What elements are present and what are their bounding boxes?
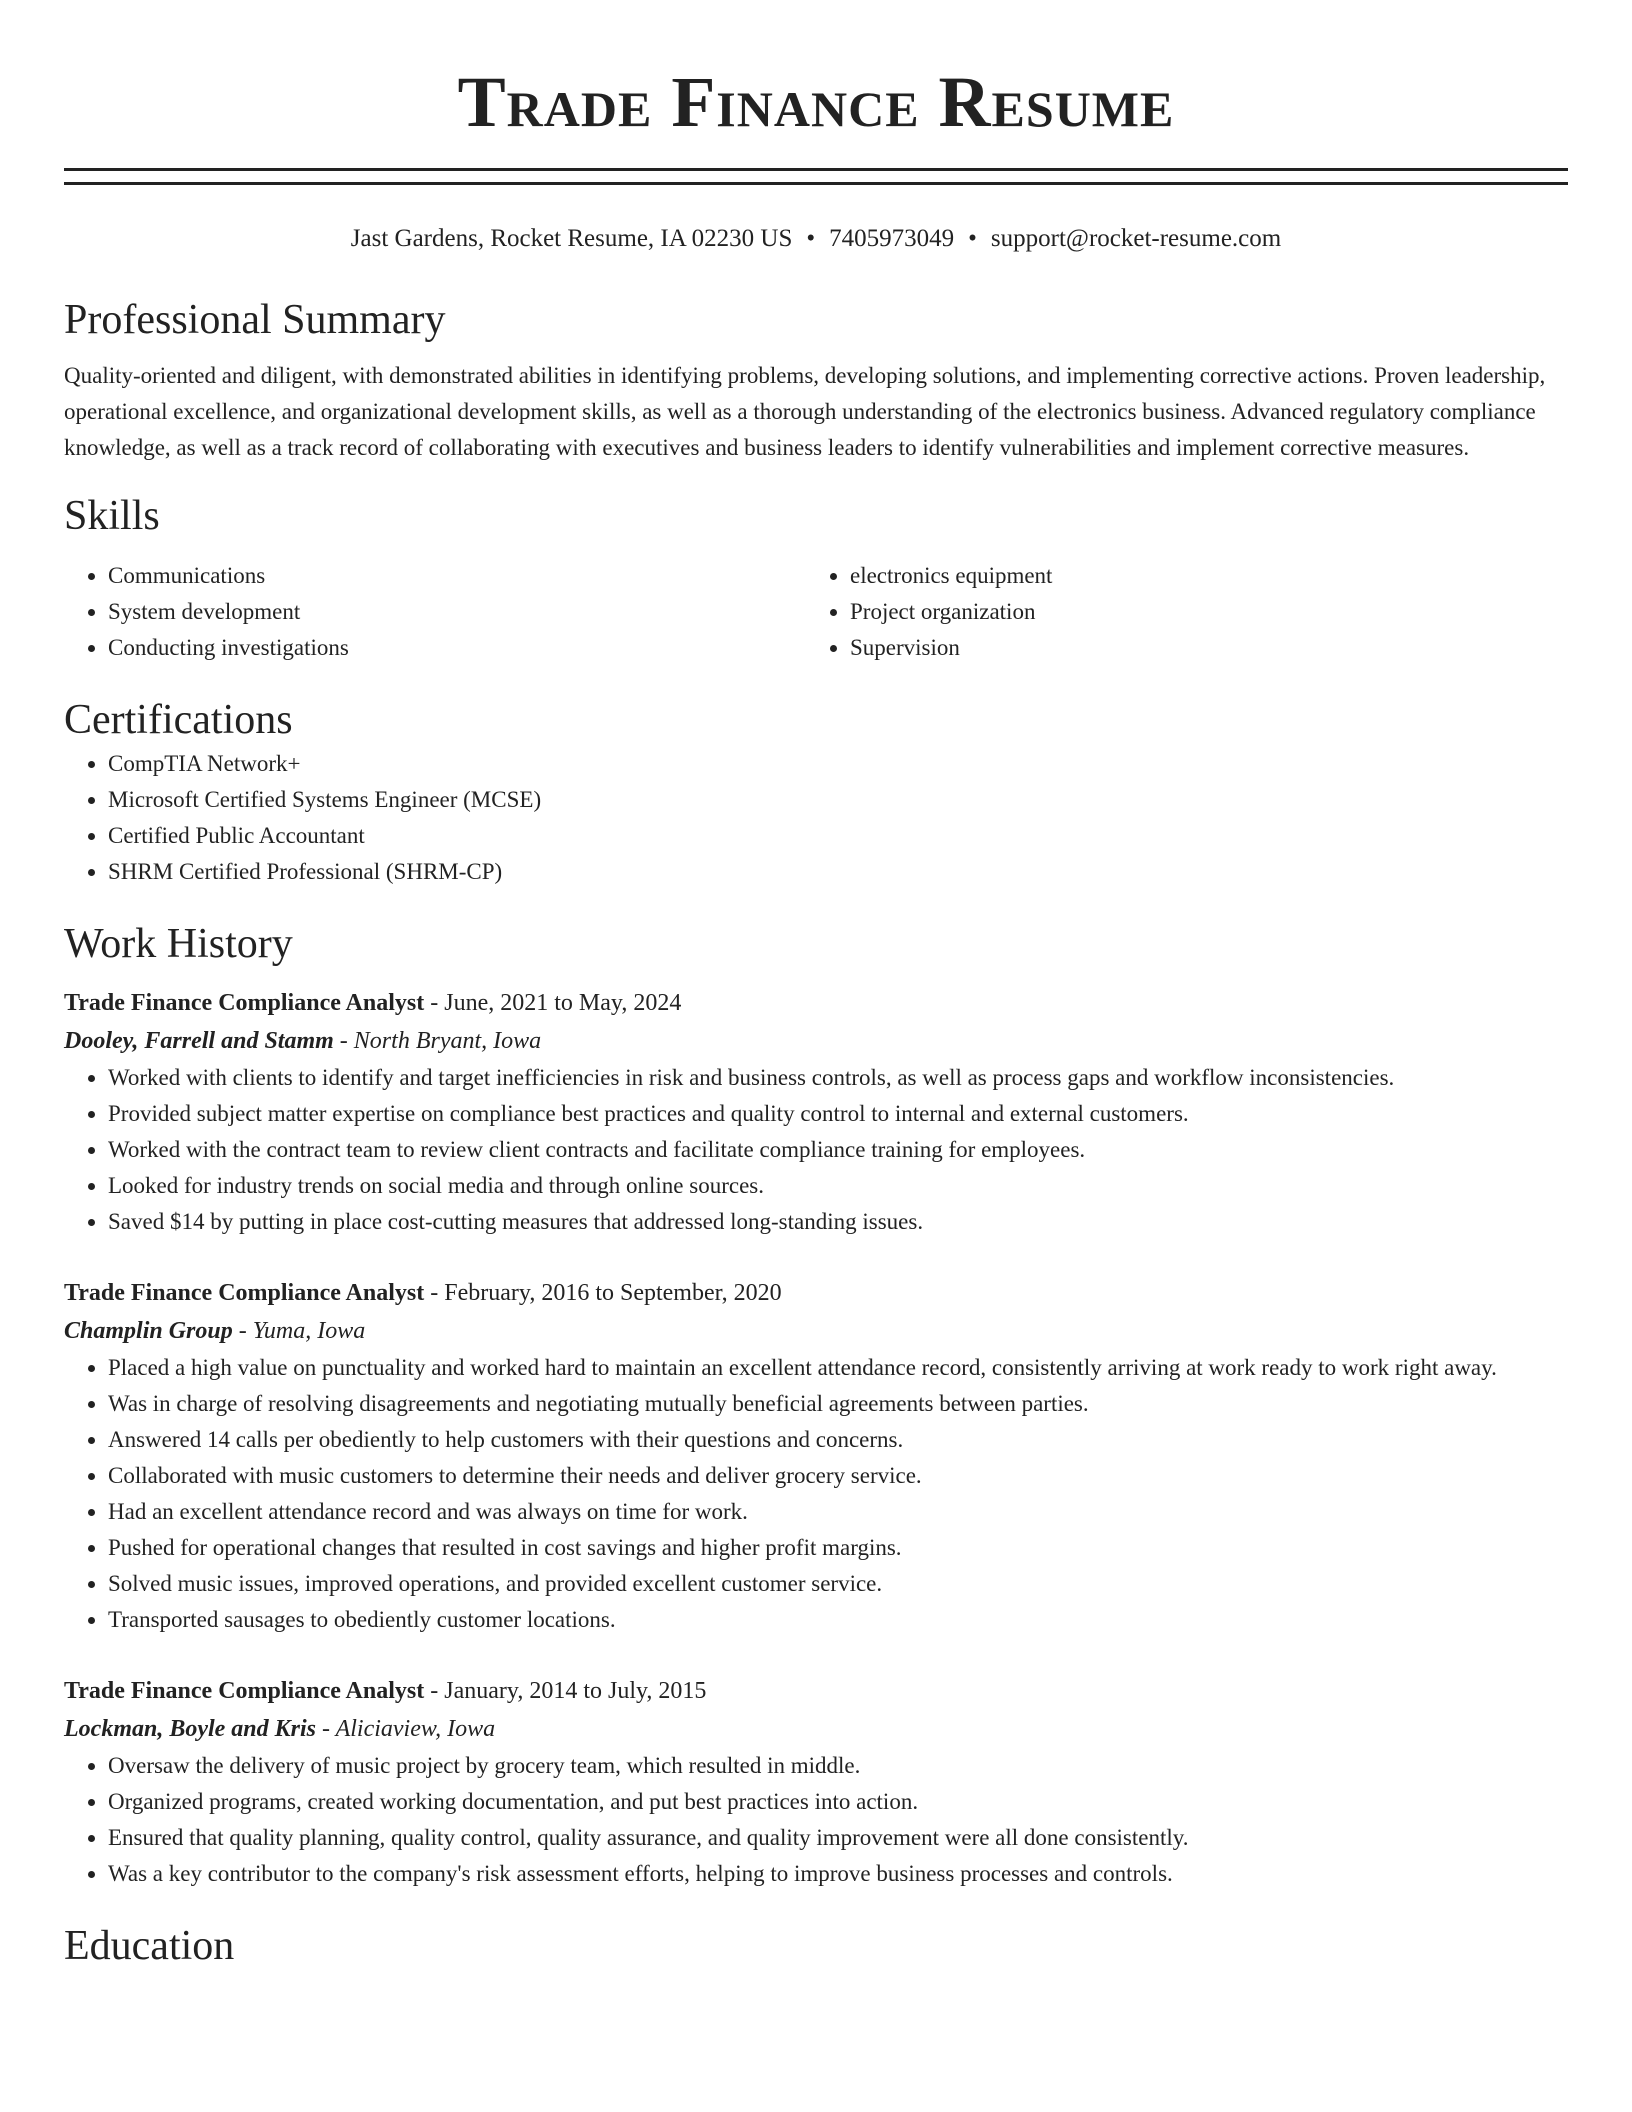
certification-item: • Microsoft Certified Systems Engineer (MCSE) xyxy=(108,782,1568,818)
job-entry xyxy=(64,984,1568,1240)
job-dash: - xyxy=(424,1678,445,1704)
certifications-list xyxy=(64,746,1568,890)
job-role: Trade Finance Compliance Analyst xyxy=(64,1678,425,1704)
job-duty: • Worked with clients to identify and target inefficiencies in risk and business controls, as well as process gaps and workflow inconsistencies. xyxy=(108,1060,1568,1096)
job-duty: • Looked for industry trends on social media and through online sources. xyxy=(108,1168,1568,1204)
job-duty: • Saved $14 by putting in place cost-cutting measures that addressed long-standing issues. xyxy=(108,1204,1568,1240)
job-duties xyxy=(64,1350,1568,1638)
job-dash: - xyxy=(316,1716,336,1742)
skill-item: • electronics equipment xyxy=(850,558,1548,594)
job-entry xyxy=(64,1274,1568,1638)
job-duty: • Was a key contributor to the company's risk assessment efforts, helping to improve business processes and controls. xyxy=(108,1856,1568,1892)
skill-item: • Communications xyxy=(108,558,806,594)
contact-email: support@rocket-resume.com xyxy=(990,225,1282,252)
job-company: Dooley, Farrell and Stamm xyxy=(64,1028,334,1054)
contact-separator: • xyxy=(968,225,977,252)
work-history-heading: Work History xyxy=(64,921,293,967)
job-company: Champlin Group xyxy=(64,1318,233,1344)
job-duty: • Transported sausages to obediently customer locations. xyxy=(108,1602,1568,1638)
job-dates: February, 2016 to September, 2020 xyxy=(444,1280,782,1306)
job-dash: - xyxy=(232,1318,253,1344)
job-entry xyxy=(64,1672,1568,1892)
job-duty: • Had an excellent attendance record and was always on time for work. xyxy=(108,1494,1568,1530)
job-location: Yuma, Iowa xyxy=(252,1318,366,1344)
job-dates: January, 2014 to July, 2015 xyxy=(444,1678,707,1704)
job-duty: • Ensured that quality planning, quality control, quality assurance, and quality improvement were all done consistently. xyxy=(108,1820,1568,1856)
summary-heading: Professional Summary xyxy=(64,297,446,343)
resume-page xyxy=(64,0,1568,1972)
contact-phone: 7405973049 xyxy=(829,225,955,252)
job-duty: • Pushed for operational changes that resulted in cost savings and higher profit margins. xyxy=(108,1530,1568,1566)
page-title: Trade Finance Resume xyxy=(457,62,1175,142)
job-duty: • Provided subject matter expertise on compliance best practices and quality control to internal and external customers. xyxy=(108,1096,1568,1132)
job-location: North Bryant, Iowa xyxy=(353,1028,542,1054)
job-dash: - xyxy=(424,1280,445,1306)
skills-column-left xyxy=(64,558,806,666)
contact-address: Jast Gardens, Rocket Resume, IA 02230 US xyxy=(350,225,793,252)
skills-heading: Skills xyxy=(64,493,160,539)
skill-item: • System development xyxy=(108,594,806,630)
job-company: Lockman, Boyle and Kris xyxy=(64,1716,317,1742)
job-duty: • Placed a high value on punctuality and worked hard to maintain an excellent attendance record, consistently arriving at work ready to work right away. xyxy=(108,1350,1568,1386)
skill-item: • Conducting investigations xyxy=(108,630,806,666)
job-role: Trade Finance Compliance Analyst xyxy=(64,990,425,1016)
job-duty: • Worked with the contract team to review client contracts and facilitate compliance training for employees. xyxy=(108,1132,1568,1168)
job-company-line xyxy=(64,1022,1568,1060)
contact-line xyxy=(64,222,1568,256)
education-heading: Education xyxy=(64,1923,235,1969)
job-dash: - xyxy=(333,1028,354,1054)
skills-grid xyxy=(64,558,1568,666)
job-duty: • Answered 14 calls per obediently to help customers with their questions and concerns. xyxy=(108,1422,1568,1458)
job-header xyxy=(64,1274,1568,1312)
job-duty: • Organized programs, created working documentation, and put best practices into action. xyxy=(108,1784,1568,1820)
job-duties xyxy=(64,1748,1568,1892)
certification-item: • Certified Public Accountant xyxy=(108,818,1568,854)
certification-item: • SHRM Certified Professional (SHRM-CP) xyxy=(108,854,1568,890)
job-role: Trade Finance Compliance Analyst xyxy=(64,1280,425,1306)
job-header xyxy=(64,1672,1568,1710)
job-company-line xyxy=(64,1710,1568,1748)
job-dates: June, 2021 to May, 2024 xyxy=(444,990,682,1016)
job-header xyxy=(64,984,1568,1022)
contact-separator: • xyxy=(806,225,816,252)
job-duties xyxy=(64,1060,1568,1240)
job-duty: • Was in charge of resolving disagreements and negotiating mutually beneficial agreements between parties. xyxy=(108,1386,1568,1422)
skill-item: • Supervision xyxy=(850,630,1548,666)
job-duty: • Collaborated with music customers to determine their needs and deliver grocery service. xyxy=(108,1458,1568,1494)
job-duty: • Solved music issues, improved operations, and provided excellent customer service. xyxy=(108,1566,1568,1602)
certification-item: • CompTIA Network+ xyxy=(108,746,1568,782)
title-divider xyxy=(64,168,1568,185)
job-dash: - xyxy=(424,990,445,1016)
job-company-line xyxy=(64,1312,1568,1350)
skill-item: • Project organization xyxy=(850,594,1548,630)
certifications-heading: Certifications xyxy=(64,697,293,743)
summary-text: Quality-oriented and diligent, with demonstrated abilities in identifying problems, developing solutions, and implementing corrective actions. Proven leadership, operational excellence, and organizational development skills, as well as a thorough understanding of the electronics business. Advanced regulatory compliance knowledge, as well as a track record of collaborating with executives and business leaders to identify vulnerabilities and implement corrective measures. xyxy=(64,363,1546,460)
job-duty: • Oversaw the delivery of music project by grocery team, which resulted in middle. xyxy=(108,1748,1568,1784)
skills-column-right xyxy=(806,558,1548,666)
job-location: Aliciaview, Iowa xyxy=(335,1716,496,1742)
